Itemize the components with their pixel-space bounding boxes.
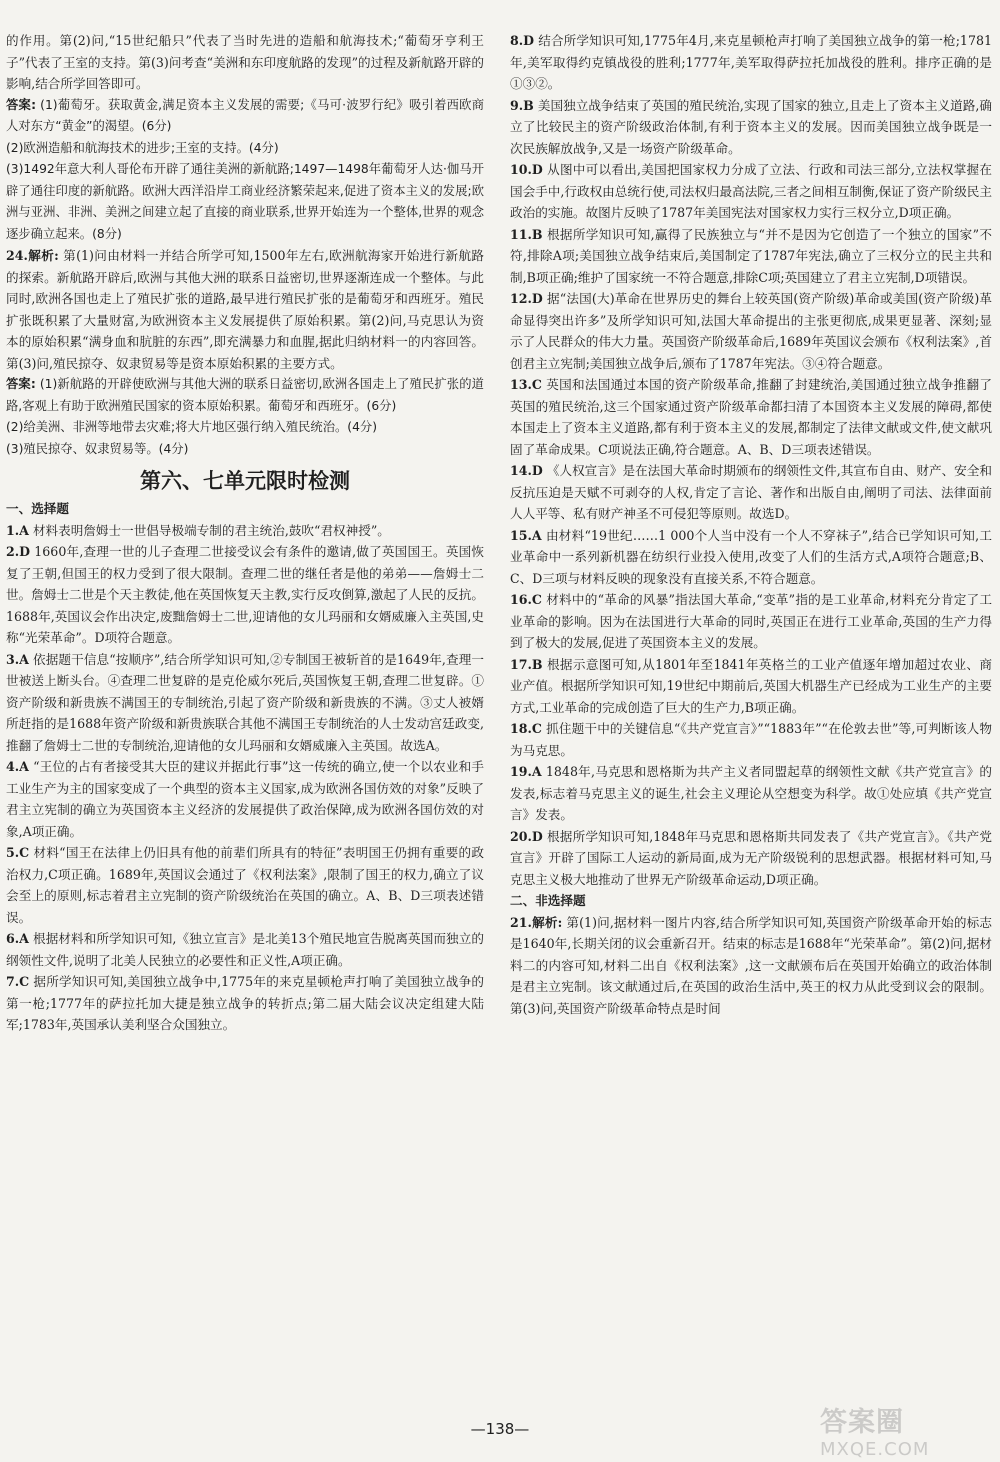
item-text: 美国独立战争结束了英国的殖民统治,实现了国家的独立,且走上了资本主义道路,确立了比较民主的资产阶级政治体制,有利于资本主义的发展。因而美国独立战争既是一次民族解放战争,又是一场资产阶级革命。	[510, 97, 992, 156]
unit-title: 第六、七单元限时检测	[140, 469, 350, 493]
item-text: 材料“国王在法律上仍旧具有他的前辈们所具有的特征”表明国王仍拥有重要的政治权力,C项正确。1689年,英国议会通过了《权利法案》,限制了国王的权力,确立了议会至上的原则,标志着君主立宪制的资产阶级统治在英国的确立。A、B、D三项表述错误。	[6, 845, 484, 925]
item-label: 14.D	[510, 463, 543, 478]
explanation-paragraph	[510, 224, 992, 289]
answer-paragraph	[6, 95, 484, 138]
explanation-paragraph	[510, 761, 992, 826]
item-text: 从图中可以看出,美国把国家权力分成了立法、行政和司法三部分,立法权掌握在国会手中,行政权由总统行使,司法权归最高法院,三者之间相互制衡,保证了资产阶级民主政治的实施。故图片反映了1787年美国宪法对国家权力实行三权分立,D项正确。	[510, 162, 992, 220]
explanation-paragraph	[6, 756, 484, 842]
item-label: 13.C	[510, 377, 542, 392]
answer-paragraph	[6, 374, 484, 417]
item-text: (2)欧洲造船和航海技术的进步;王室的支持。(4分)	[6, 140, 279, 155]
item-label: 5.C	[6, 845, 30, 860]
right-column	[510, 30, 992, 1019]
item-text: 结合所学知识可知,1775年4月,来克星顿枪声打响了美国独立战争的第一枪;1781年,美军取得约克镇战役的胜利;1777年,美军取得萨拉托加战役的胜利。排序正确的是①③②。	[510, 33, 992, 91]
item-text: 据“法国(大)革命在世界历史的舞台上较英国(资产阶级)革命或美国(资产阶级)革命显得突出许多”及所学知识可知,法国大革命提出的主张更彻底,成果更显著、深刻;显示了人民群众的伟大力量。英国资产阶级革命后,1689年英国议会颁布《权利法案》,首创君主立宪制;美国独立战争后,颁布了1787年宪法。③④符合题意。	[510, 291, 992, 371]
explanation-paragraph	[6, 30, 484, 95]
item-label: 7.C	[6, 974, 30, 989]
item-label: 9.B	[510, 97, 534, 113]
item-label: 3.A	[6, 651, 29, 667]
item-label: 10.D	[510, 162, 543, 177]
explanation-paragraph	[510, 288, 992, 374]
section-heading: 一、选择题	[6, 501, 69, 516]
explanation-paragraph	[510, 589, 992, 654]
item-label: 11.B	[510, 226, 543, 242]
item-label: 1.A	[6, 522, 29, 538]
explanation-paragraph	[510, 159, 992, 224]
item-text: 抓住题干中的关键信息“《共产党宣言》”“1883年”“在伦敦去世”等,可判断该人物为马克思。	[510, 721, 992, 758]
item-text: 英国和法国通过本国的资产阶级革命,推翻了封建统治,美国通过独立战争推翻了英国的殖民统治,这三个国家通过资产阶级革命都扫清了本国资本主义发展的障碍,都使本国走上了资本主义道路,都有利于资本主义的发展,都制定了法律文献或文件,使文献巩固了革命成果。C项说法正确,符合题意。A、B、D三项表述错误。	[510, 377, 992, 457]
item-text: 的作用。第(2)问,“15世纪船只”代表了当时先进的造船和航海技术;“葡萄牙亨利王子”代表了王室的支持。第(3)问考查“美洲和东印度航路的发现”的过程及新航路开辟的影响,结合所学回答即可。	[6, 33, 484, 91]
item-text: 《人权宣言》是在法国大革命时期颁布的纲领性文件,其宣布自由、财产、安全和反抗压迫是天赋不可剥夺的人权,肯定了言论、著作和出版自由,阐明了司法、法律面前人人平等、私有财产神圣不可侵犯等原则。故选D。	[510, 463, 992, 521]
watermark-logo: 答案圈	[820, 1407, 904, 1438]
explanation-paragraph	[6, 245, 484, 374]
explanation-paragraph	[6, 928, 484, 971]
item-text: 依据题干信息“按顺序”,结合所学知识可知,②专制国王被斩首的是1649年,查理一世被送上断头台。④查理二世复辟的是克伦威尔死后,英国恢复王朝,查理二世复辟。①资产阶级和新贵族不满国王的专制统治,引起了资产阶级和新贵族的不满。③丈人被婿所赶指的是1688年资产阶级和新贵族联合其他不满国王专制统治的人士发动宫廷政变,推翻了詹姆士二世的专制统治,迎请他的女儿玛丽和女婿威廉入主英国。故选A。	[6, 651, 484, 753]
section-heading: 二、非选择题	[510, 893, 586, 908]
item-text: 根据示意图可知,从1801年至1841年英格兰的工业产值逐年增加超过农业、商业产值。根据所学知识可知,19世纪中期前后,英国大机器生产已经成为工业生产的主要方式,工业革命的完成创造了巨大的生产力,B项正确。	[510, 656, 992, 715]
explanation-paragraph	[6, 541, 484, 649]
explanation-paragraph	[510, 30, 992, 95]
item-label: 18.C	[510, 721, 542, 736]
item-text: “王位的占有者接受其大臣的建议并据此行事”这一传统的确立,使一个以农业和手工业生产为主的国家变成了一个典型的资本主义国家,成为欧洲各国仿效的对象”反映了君主立宪制的确立为英国资本主义经济的发展提供了政治保障,成为欧洲各国仿效的对象,A项正确。	[6, 759, 484, 839]
answer-paragraph	[6, 159, 484, 245]
item-label: 15.A	[510, 527, 542, 543]
explanation-paragraph	[510, 525, 992, 590]
explanation-paragraph	[6, 971, 484, 1036]
item-label: 16.C	[510, 592, 542, 607]
item-text: 根据所学知识可知,1848年马克思和恩格斯共同发表了《共产党宣言》。《共产党宣言》开辟了国际工人运动的新局面,成为无产阶级锐利的思想武器。根据材料可知,马克思主义极大地推动了世界无产阶级革命运动,D项正确。	[510, 828, 992, 887]
item-text: 根据所学知识可知,赢得了民族独立与“并不是因为它创造了一个独立的国家”不符,排除A项;美国独立战争结束后,美国制定了1787年宪法,确立了三权分立的民主共和制,B项正确;维护了国家统一不符合题意,排除C项;英国建立了君主立宪制,D项错误。	[510, 226, 992, 285]
item-text: 1660年,查理一世的儿子查理二世接受议会有条件的邀请,做了英国国王。英国恢复了王朝,但国王的权力受到了很大限制。查理二世的继任者是他的弟弟——詹姆士二世。詹姆士二世是个天主教徒,他在英国恢复天主教,实行反攻倒算,激起了人民的反抗。1688年,英国议会作出决定,废黜詹姆士二世,迎请他的女儿玛丽和女婿威廉入主英国,史称“光荣革命”。D项符合题意。	[6, 544, 484, 645]
explanation-paragraph	[510, 460, 992, 525]
item-text: (1)新航路的开辟使欧洲与其他大洲的联系日益密切,欧洲各国走上了殖民扩张的道路,客观上有助于欧洲殖民国家的资本原始积累。葡萄牙和西班牙。(6分)	[6, 377, 484, 413]
explanation-paragraph	[6, 649, 484, 757]
item-text: 第(1)问由材料一并结合所学可知,1500年左右,欧洲航海家开始进行新航路的探索。新航路开辟后,欧洲与其他大洲的联系日益密切,世界逐渐连成一个整体。与此同时,欧洲各国也走上了殖民扩张的道路,最早进行殖民扩张的是葡萄牙和西班牙。殖民扩张既积累了大量财富,为欧洲资本主义发展提供了原始积累。第(2)问,马克思认为资本的原始积累“满身血和肮脏的东西”,即充满暴力和血腥,据此归纳材料一的内容回答。第(3)问,殖民掠夺、奴隶贸易等是资本原始积累的主要方式。	[6, 248, 484, 371]
page-number: —138—	[470, 1420, 530, 1438]
item-text: 第(1)问,据材料一图片内容,结合所学知识可知,英国资产阶级革命开始的标志是1640年,长期关闭的议会重新召开。结束的标志是1688年“光荣革命”。第(2)问,据材料二的内容可知,材料二出自《权利法案》,这一文献颁布后在英国开始确立的政治体制是君主立宪制。该文献通过后,在英国的政治生活中,英王的权力从此受到议会的限制。第(3)问,英国资产阶级革命特点是时间	[510, 914, 992, 1016]
item-text: 材料表明詹姆士一世倡导极端专制的君主统治,鼓吹“君权神授”。	[32, 522, 390, 538]
answer-paragraph	[6, 439, 484, 461]
watermark	[820, 1400, 980, 1460]
explanation-paragraph	[510, 654, 992, 719]
item-label: 答案:	[6, 97, 36, 112]
item-label: 24.解析:	[6, 248, 59, 263]
item-text: 据所学知识可知,美国独立战争中,1775年的来克星顿枪声打响了美国独立战争的第一枪;1777年的萨拉托加大捷是独立战争的转折点;第二届大陆会议决定组建大陆军;1783年,英国承认美利坚合众国独立。	[6, 974, 484, 1032]
item-label: 2.D	[6, 544, 31, 559]
item-text: 材料中的“革命的风暴”指法国大革命,“变革”指的是工业革命,材料充分肯定了工业革命的影响。因为在法国进行大革命的同时,英国正在进行工业革命,英国的生产力得到了极大的发展,促进了英国资本主义的发展。	[510, 592, 992, 650]
item-label: 17.B	[510, 656, 543, 672]
item-text: (3)1492年意大利人哥伦布开辟了通往美洲的新航路;1497—1498年葡萄牙人达·伽马开辟了通往印度的新航路。欧洲大西洋沿岸工商业经济繁荣起来,促进了资本主义的发展;欧洲与亚洲、非洲、美洲之间建立起了直接的商业联系,世界开始连为一个整体,世界的观念逐步确立起来。(8分)	[6, 162, 484, 241]
answer-paragraph	[6, 138, 484, 160]
item-text: 1848年,马克思和恩格斯为共产主义者同盟起草的纲领性文献《共产党宣言》的发表,标志着马克思主义的诞生,社会主义理论从空想变为科学。故①处应填《共产党宣言》发表。	[510, 764, 992, 822]
item-label: 8.D	[510, 33, 535, 48]
left-column	[6, 30, 484, 1036]
item-label: 答案:	[6, 377, 36, 391]
explanation-paragraph	[510, 718, 992, 761]
item-label: 12.D	[510, 291, 543, 306]
item-text: (1)葡萄牙。获取黄金,满足资本主义发展的需要;《马可·波罗行纪》吸引着西欧商人对东方“黄金”的渴望。(6分)	[6, 97, 484, 133]
explanation-paragraph	[510, 95, 992, 160]
watermark-url: MXQE.COM	[820, 1439, 930, 1460]
item-text: 根据材料和所学知识可知,《独立宣言》是北美13个殖民地宣告脱离英国而独立的纲领性文件,说明了北美人民独立的必要性和正义性,A项正确。	[6, 931, 484, 968]
explanation-paragraph	[510, 826, 992, 891]
item-label: 6.A	[6, 931, 29, 946]
item-label: 21.解析:	[510, 914, 563, 930]
explanation-paragraph	[6, 842, 484, 928]
item-label: 19.A	[510, 764, 542, 779]
answer-paragraph	[6, 417, 484, 439]
item-text: (2)给美洲、非洲等地带去灾难;将大片地区强行纳入殖民统治。(4分)	[6, 420, 377, 434]
item-text: 由材料“19世纪……1 000个人当中没有一个人不穿袜子”,结合已学知识可知,工业革命中一系列新机器在纺织行业投入使用,改变了人们的生活方式,A项符合题意;B、C、D三项与材料反映的现象没有直接关系,不符合题意。	[510, 527, 992, 586]
item-label: 4.A	[6, 759, 29, 774]
explanation-paragraph	[510, 912, 992, 1020]
item-label: 20.D	[510, 828, 543, 844]
explanation-paragraph	[6, 520, 484, 542]
item-text: (3)殖民掠夺、奴隶贸易等。(4分)	[6, 441, 189, 456]
explanation-paragraph	[510, 374, 992, 460]
